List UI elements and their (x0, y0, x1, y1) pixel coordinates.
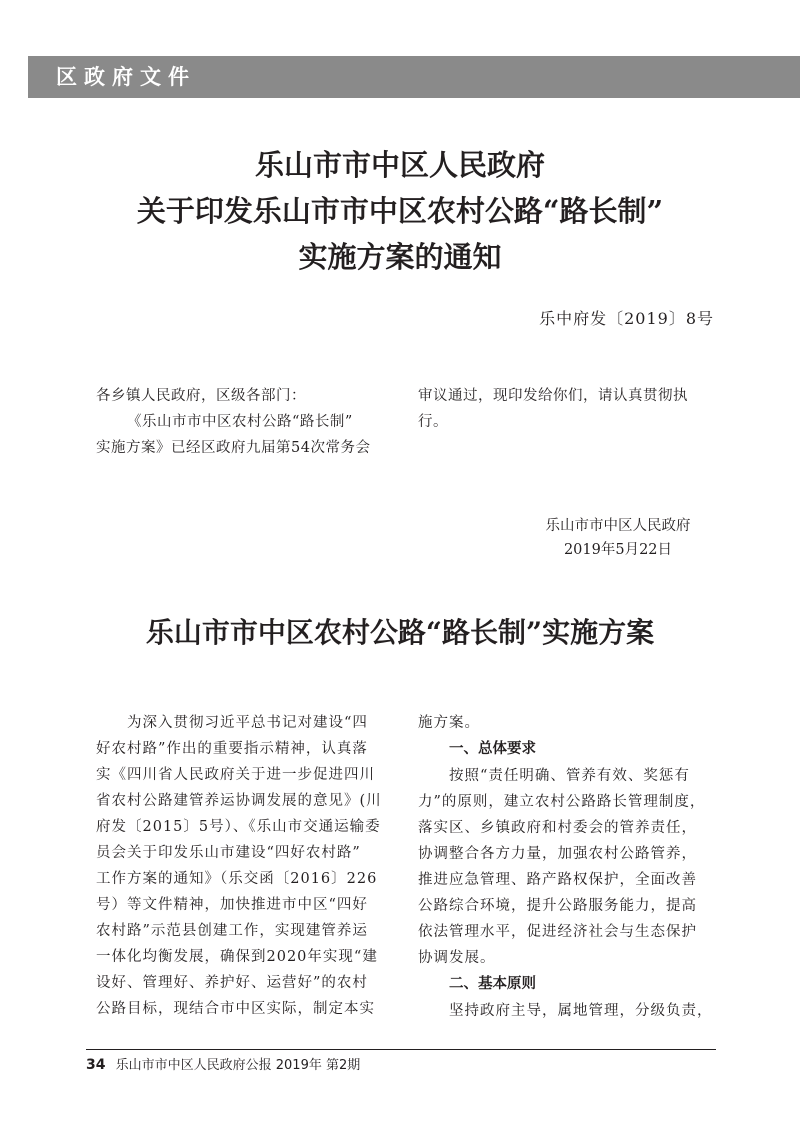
body-text-line: 推进应急管理、路产路权保护，全面改善 (418, 872, 697, 888)
notice-body-right (418, 383, 714, 435)
footer-divider (86, 1049, 716, 1050)
page-footer (86, 1056, 360, 1075)
section-heading-principles: 二、基本原则 (449, 976, 536, 992)
page-number: 34 (86, 1057, 106, 1073)
notice-text-line: 审议通过，现印发给你们，请认真贯彻执 (418, 388, 688, 404)
plan-title: 乐山市市中区农村公路“路长制”实施方案 (145, 616, 655, 649)
body-text-line: 农村路”示范县创建工作，实现建管养运 (96, 923, 368, 939)
body-text-line: 公路综合环境，提升公路服务能力，提高 (418, 898, 697, 914)
body-text-line: 好农村路”作出的重要指示精神，认真落 (96, 741, 368, 757)
body-text-line: 设好、管理好、养护好、运营好”的农村 (96, 975, 368, 991)
plan-body-left (96, 710, 392, 1022)
body-text-line: 按照“责任明确、管养有效、奖惩有 (449, 768, 690, 784)
notice-body-left (96, 383, 392, 461)
addressee-line: 各乡镇人民政府，区级各部门： (96, 388, 306, 404)
body-text-line: 员会关于印发乐山市建设“四好农村路” (96, 845, 361, 861)
body-text-line: 实《四川省人民政府关于进一步促进四川 (96, 767, 375, 783)
section-banner (28, 56, 800, 98)
body-text-line: 协调整合各方力量，加强农村公路管养， (418, 846, 697, 862)
notice-text-line: 《乐山市市中区农村公路“路长制” (127, 414, 353, 430)
banner-label: 区政府文件 (56, 65, 196, 89)
body-text-line: 号）等文件精神，加快推进市中区“四好 (96, 897, 368, 913)
notice-title-line: 乐山市市中区人民政府 (254, 148, 545, 182)
body-text-line: 一体化均衡发展，确保到2020年实现“建 (96, 949, 378, 965)
body-text-line: 府发〔2015〕5号）、《乐山市交通运输委 (96, 819, 381, 835)
signature-block (520, 514, 716, 562)
body-text-line: 协调发展。 (418, 950, 496, 966)
notice-title (0, 142, 800, 280)
issue-date: 2019年5月22日 (563, 542, 673, 558)
notice-title-line: 实施方案的通知 (298, 240, 502, 274)
notice-title-line: 关于印发乐山市市中区农村公路“路长制” (136, 194, 664, 228)
body-text-line: 公路目标，现结合市中区实际，制定本实 (96, 1001, 375, 1017)
section-heading-general: 一、总体要求 (449, 741, 536, 757)
body-text-line: 力”的原则，建立农村公路路长管理制度， (418, 794, 706, 810)
body-text-line: 为深入贯彻习近平总书记对建设“四 (127, 715, 368, 731)
issuer-name: 乐山市市中区人民政府 (545, 518, 691, 534)
body-text-line: 施方案。 (418, 715, 480, 731)
body-text-line: 坚持政府主导，属地管理，分级负责， (449, 1003, 713, 1019)
plan-body-right (418, 710, 714, 1024)
publication-name: 乐山市市中区人民政府公报 2019年 第2期 (115, 1058, 361, 1073)
body-text-line: 落实区、乡镇政府和村委会的管养责任， (418, 820, 697, 836)
notice-text-line: 行。 (418, 414, 448, 430)
notice-text-line: 实施方案》已经区政府九届第54次常务会 (96, 440, 371, 456)
document-number: 乐中府发〔2019〕8号 (539, 309, 714, 328)
body-text-line: 工作方案的通知》（乐交函〔2016〕226 (96, 871, 378, 887)
body-text-line: 依法管理水平，促进经济社会与生态保护 (418, 924, 697, 940)
body-text-line: 省农村公路建管养运协调发展的意见》(川 (96, 793, 382, 809)
